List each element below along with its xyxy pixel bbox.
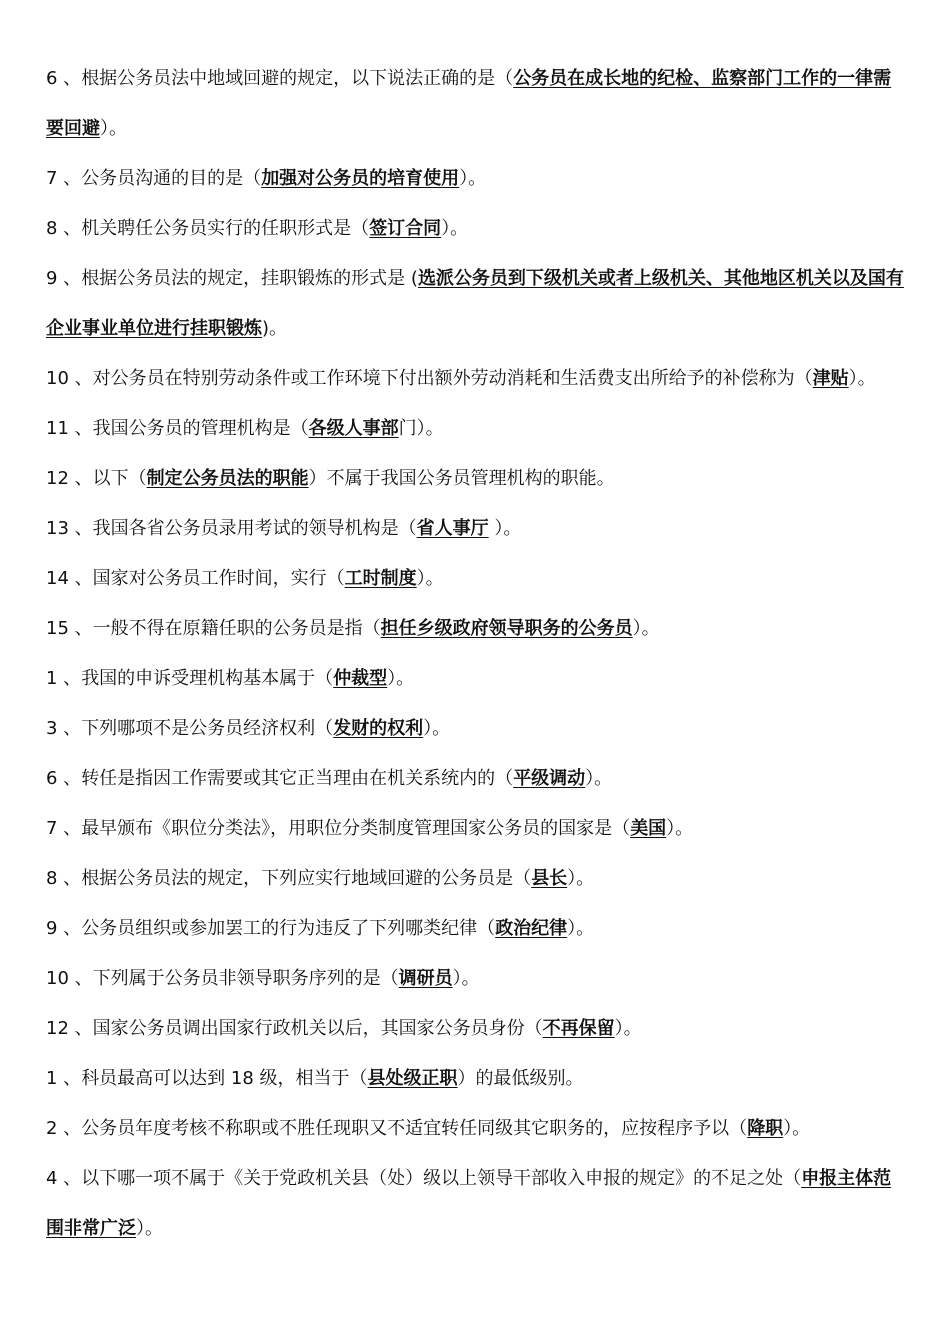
question-number: 9	[46, 268, 58, 289]
question-item: 12 、国家公务员调出国家行政机关以后，其国家公务员身份（不再保留）。	[46, 1018, 642, 1039]
answer-text: 仲裁型	[333, 668, 388, 689]
question-item: 7 、最早颁布《职位分类法》，用职位分类制度管理国家公务员的国家是（美国）。	[46, 818, 694, 839]
question-item: 6 、根据公务员法中地域回避的规定，以下说法正确的是（公务员在成长地的纪检、监察部门工作的一律需要回避）。	[46, 68, 892, 139]
answer-text: 降职	[747, 1118, 784, 1139]
answer-text: 工时制度	[344, 568, 417, 589]
question-number: 12	[46, 1018, 69, 1039]
answer-text: 制定公务员法的职能	[146, 468, 309, 489]
answer-text: 调研员	[398, 968, 453, 989]
question-number: 11	[46, 418, 69, 439]
question-item: 6 、转任是指因工作需要或其它正当理由在机关系统内的（平级调动）。	[46, 768, 613, 789]
question-item: 9 、根据公务员法的规定，挂职锻炼的形式是 (选派公务员到下级机关或者上级机关、其他地区机关以及国有企业事业单位进行挂职锻炼)。	[46, 268, 904, 339]
answer-text: 申报主体范围非常广泛	[46, 1168, 892, 1239]
question-number: 13	[46, 518, 69, 539]
question-text: 最早颁布《职位分类法》，用职位分类制度管理国家公务员的国家是（	[81, 818, 631, 839]
question-text-end: )。	[262, 318, 288, 339]
question-text: 机关聘任公务员实行的任职形式是（	[81, 218, 370, 239]
question-item: 13 、我国各省公务员录用考试的领导机构是（省人事厅 ）。	[46, 518, 522, 539]
question-text: 根据公务员法的规定，挂职锻炼的形式是 (	[81, 268, 418, 289]
question-number: 8	[46, 868, 58, 889]
question-text: 国家对公务员工作时间，实行（	[92, 568, 345, 589]
question-text-end: ）。	[585, 768, 613, 789]
question-text: 国家公务员调出国家行政机关以后，其国家公务员身份（	[92, 1018, 543, 1039]
question-text-end: ）。	[567, 868, 595, 889]
question-text-end: ）。	[567, 918, 595, 939]
answer-text: 美国	[630, 818, 667, 839]
answer-text: 担任乡级政府领导职务的公务员	[380, 618, 633, 639]
answer-text: 签订合同	[369, 218, 442, 239]
question-text: 以下（	[92, 468, 147, 489]
question-number: 1	[46, 1068, 58, 1089]
question-text: 我国各省公务员录用考试的领导机构是（	[92, 518, 417, 539]
question-text-end: ）。	[136, 1218, 163, 1239]
question-item: 14 、国家对公务员工作时间，实行（工时制度）。	[46, 568, 444, 589]
question-number: 6	[46, 68, 58, 89]
answer-text: 省人事厅	[416, 518, 489, 539]
question-text-end: ）不属于我国公务员管理机构的职能。	[308, 468, 615, 489]
document-page	[46, 54, 908, 1254]
question-item: 11 、我国公务员的管理机构是（各级人事部门）。	[46, 418, 444, 439]
answer-text: 选派公务员到下级机关或者上级机关、其他地区机关以及国有企业事业单位进行挂职锻炼	[46, 268, 904, 339]
question-item: 1 、科员最高可以达到 18 级，相当于（县处级正职）的最低级别。	[46, 1068, 584, 1089]
question-item: 12 、以下（制定公务员法的职能）不属于我国公务员管理机构的职能。	[46, 468, 615, 489]
question-text: 科员最高可以达到 18 级，相当于（	[81, 1068, 368, 1089]
question-number: 7	[46, 818, 58, 839]
answer-text: 县处级正职	[367, 1068, 458, 1089]
question-text: 以下哪一项不属于《关于党政机关县（处）级以上领导干部收入申报的规定》的不足之处（	[81, 1168, 802, 1189]
question-text-end: ）。	[441, 218, 469, 239]
question-text-end: ）的最低级别。	[457, 1068, 584, 1089]
answer-text: 发财的权利	[333, 718, 424, 739]
question-number: 10	[46, 368, 69, 389]
question-text-end: ）。	[783, 1118, 811, 1139]
answer-text: 平级调动	[513, 768, 586, 789]
question-text: 根据公务员法中地域回避的规定，以下说法正确的是（	[81, 68, 514, 89]
question-number: 3	[46, 718, 58, 739]
answer-text: 津贴	[812, 368, 849, 389]
question-text-end: ）。	[848, 368, 876, 389]
question-item: 9 、公务员组织或参加罢工的行为违反了下列哪类纪律（政治纪律）。	[46, 918, 595, 939]
answer-text: 县长	[531, 868, 568, 889]
question-text-end: ）。	[452, 968, 480, 989]
question-text: 我国的申诉受理机构基本属于（	[81, 668, 334, 689]
question-item: 8 、根据公务员法的规定，下列应实行地域回避的公务员是（县长）。	[46, 868, 595, 889]
answer-text: 公务员在成长地的纪检、监察部门工作的一律需要回避	[46, 68, 892, 139]
answer-text: 政治纪律	[495, 918, 568, 939]
question-number: 14	[46, 568, 69, 589]
answer-text: 各级人事部	[308, 418, 399, 439]
question-text-end: ）。	[488, 518, 522, 539]
question-number: 6	[46, 768, 58, 789]
question-text-end: ）。	[666, 818, 694, 839]
question-number: 7	[46, 168, 58, 189]
question-text-end: ）。	[387, 668, 415, 689]
question-text: 公务员年度考核不称职或不胜任现职又不适宜转任同级其它职务的，应按程序予以（	[81, 1118, 748, 1139]
question-text-end: ）。	[614, 1018, 642, 1039]
question-number: 4	[46, 1168, 58, 1189]
question-item: 10 、下列属于公务员非领导职务序列的是（调研员）。	[46, 968, 480, 989]
question-item: 7 、公务员沟通的目的是（加强对公务员的培育使用）。	[46, 168, 487, 189]
question-text: 我国公务员的管理机构是（	[92, 418, 309, 439]
question-number: 1	[46, 668, 58, 689]
question-text-end: ）。	[632, 618, 660, 639]
question-item: 4 、以下哪一项不属于《关于党政机关县（处）级以上领导干部收入申报的规定》的不足之处（申报主体范围非常广泛）。	[46, 1168, 892, 1239]
question-text: 公务员沟通的目的是（	[81, 168, 262, 189]
question-text: 根据公务员法的规定，下列应实行地域回避的公务员是（	[81, 868, 532, 889]
question-text: 一般不得在原籍任职的公务员是指（	[92, 618, 381, 639]
question-number: 2	[46, 1118, 58, 1139]
question-number: 15	[46, 618, 69, 639]
question-number: 12	[46, 468, 69, 489]
question-item: 2 、公务员年度考核不称职或不胜任现职又不适宜转任同级其它职务的，应按程序予以（降职）。	[46, 1118, 811, 1139]
question-item: 1 、我国的申诉受理机构基本属于（仲裁型）。	[46, 668, 415, 689]
question-item: 3 、下列哪项不是公务员经济权利（发财的权利）。	[46, 718, 451, 739]
question-text: 下列哪项不是公务员经济权利（	[81, 718, 334, 739]
question-item: 10 、对公务员在特别劳动条件或工作环境下付出额外劳动消耗和生活费支出所给予的补偿称为（津贴）。	[46, 368, 876, 389]
question-text-end: 门）。	[398, 418, 444, 439]
question-item: 8 、机关聘任公务员实行的任职形式是（签订合同）。	[46, 218, 469, 239]
question-item: 15 、一般不得在原籍任职的公务员是指（担任乡级政府领导职务的公务员）。	[46, 618, 660, 639]
question-number: 9	[46, 918, 58, 939]
question-text: 对公务员在特别劳动条件或工作环境下付出额外劳动消耗和生活费支出所给予的补偿称为（	[92, 368, 813, 389]
question-text-end: ）。	[100, 118, 127, 139]
question-text-end: ）。	[416, 568, 444, 589]
question-text: 下列属于公务员非领导职务序列的是（	[92, 968, 399, 989]
question-number: 8	[46, 218, 58, 239]
question-text-end: ）。	[459, 168, 487, 189]
answer-text: 不再保留	[542, 1018, 615, 1039]
answer-text: 加强对公务员的培育使用	[261, 168, 460, 189]
question-text-end: ）。	[423, 718, 451, 739]
question-text: 公务员组织或参加罢工的行为违反了下列哪类纪律（	[81, 918, 496, 939]
question-text: 转任是指因工作需要或其它正当理由在机关系统内的（	[81, 768, 514, 789]
question-number: 10	[46, 968, 69, 989]
